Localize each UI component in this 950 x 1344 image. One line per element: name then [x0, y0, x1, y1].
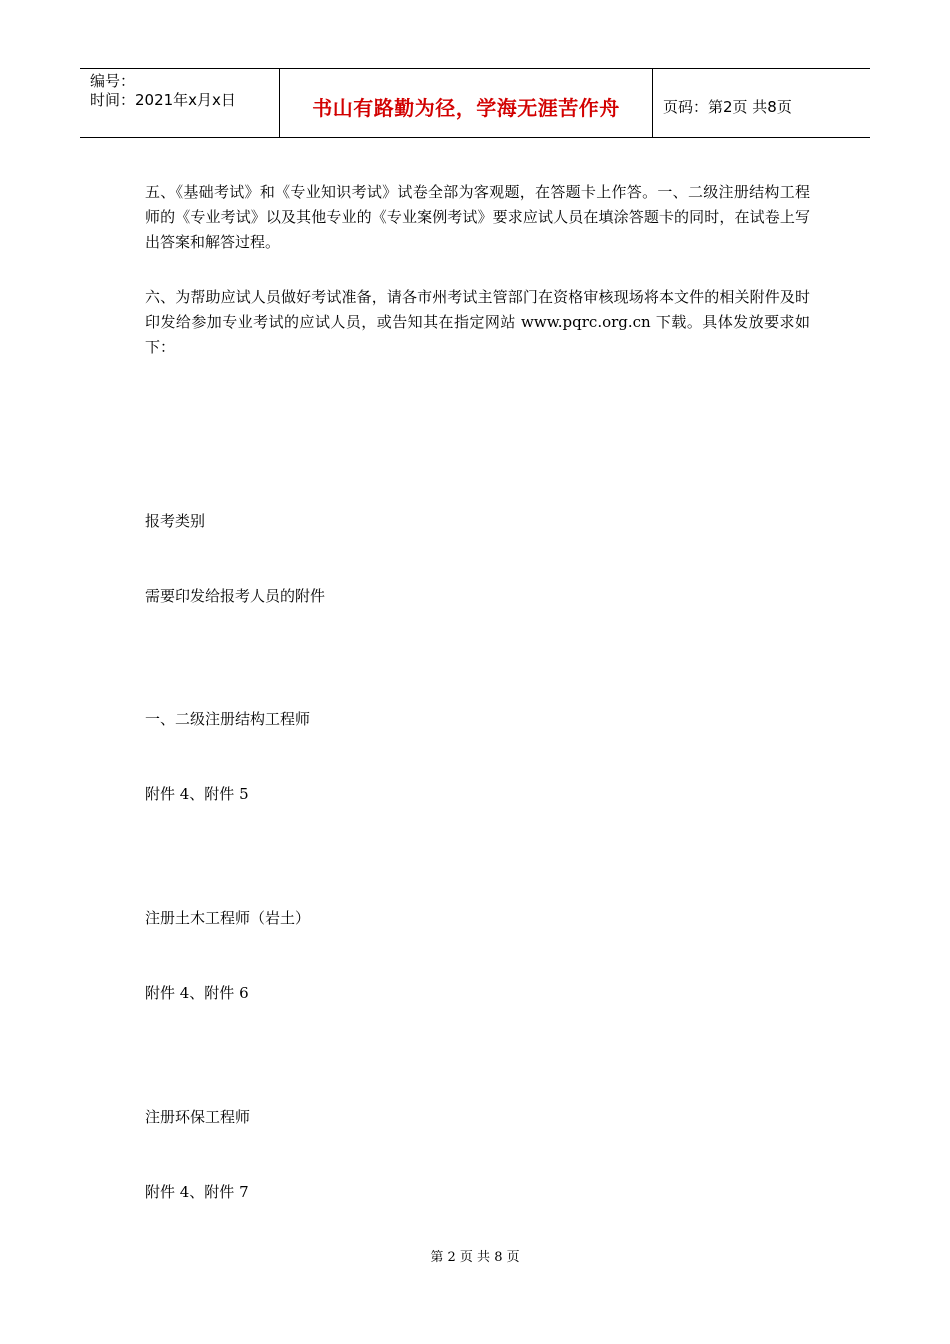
row-1-category: 一、二级注册结构工程师: [145, 710, 311, 728]
page-footer: 第 2 页 共 8 页: [430, 1250, 520, 1265]
header-page-code: 页码：第2页 共8页: [663, 97, 792, 116]
paragraph-5: 五、《基础考试》和《专业知识考试》试卷全部为客观题，在答题卡上作答。一、二级注册结构工程师的《专业考试》以及其他专业的《专业案例考试》要求应试人员在填涂答题卡的同时，在试卷上写出答案和解答过程。: [145, 183, 810, 251]
page-header: [80, 68, 870, 138]
row-1-attachments: 附件 4、附件 5: [145, 785, 249, 803]
row-3-category: 注册环保工程师: [145, 1108, 251, 1126]
table-header-category: 报考类别: [145, 512, 206, 530]
document-number: 编号：: [90, 72, 136, 90]
row-2-category: 注册土木工程师（岩土）: [145, 909, 311, 927]
document-date: 时间：2021年x月x日: [90, 91, 236, 109]
header-motto-cell: [280, 69, 653, 137]
table-header-attachments: 需要印发给报考人员的附件: [145, 587, 326, 605]
row-3-attachments: 附件 4、附件 7: [145, 1183, 249, 1201]
row-2-attachments: 附件 4、附件 6: [145, 984, 249, 1002]
header-motto: 书山有路勤为径，学海无涯苦作舟: [312, 95, 620, 120]
paragraph-6: 六、为帮助应试人员做好考试准备，请各市州考试主管部门在资格审核现场将本文件的相关附件及时印发给参加专业考试的应试人员，或告知其在指定网站 www.pqrc.org.cn 下载。具体发放要求如下：: [145, 288, 810, 356]
header-meta: [80, 69, 280, 137]
